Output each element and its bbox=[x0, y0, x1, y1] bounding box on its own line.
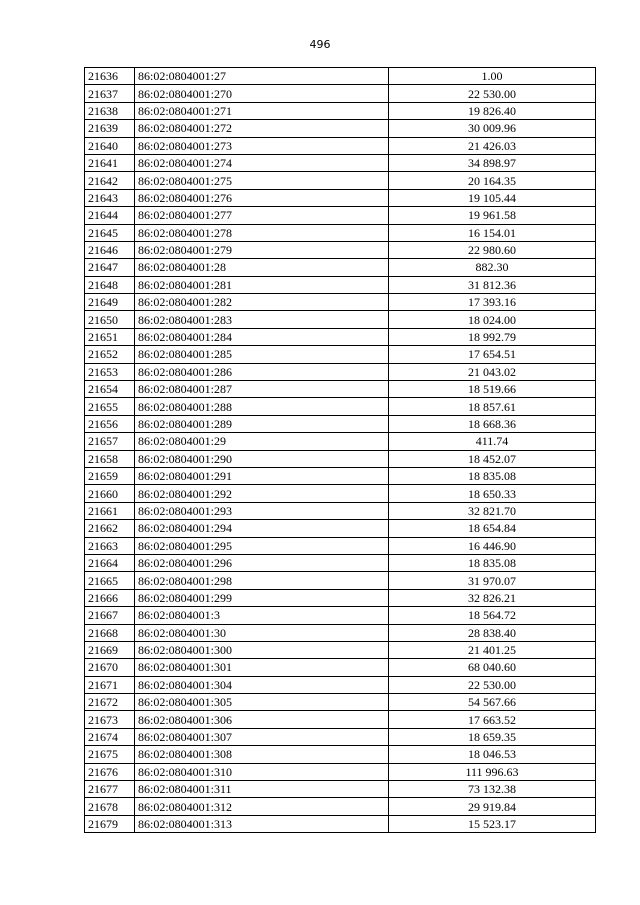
table-row bbox=[85, 485, 596, 502]
cadastral-number: 86:02:0804001:300 bbox=[135, 641, 389, 658]
table-row bbox=[85, 294, 596, 311]
table-row bbox=[85, 554, 596, 571]
row-number: 21665 bbox=[85, 572, 135, 589]
cadastral-number: 86:02:0804001:274 bbox=[135, 154, 389, 171]
row-number: 21642 bbox=[85, 172, 135, 189]
cadastral-number: 86:02:0804001:299 bbox=[135, 589, 389, 606]
cadastral-value: 21 043.02 bbox=[389, 363, 596, 380]
cadastral-value: 19 105.44 bbox=[389, 189, 596, 206]
cadastral-value: 1.00 bbox=[389, 68, 596, 85]
row-number: 21667 bbox=[85, 607, 135, 624]
cadastral-number: 86:02:0804001:27 bbox=[135, 68, 389, 85]
cadastral-number: 86:02:0804001:304 bbox=[135, 676, 389, 693]
row-number: 21664 bbox=[85, 554, 135, 571]
cadastral-value: 18 835.08 bbox=[389, 467, 596, 484]
row-number: 21645 bbox=[85, 224, 135, 241]
cadastral-number: 86:02:0804001:307 bbox=[135, 728, 389, 745]
cadastral-value: 32 826.21 bbox=[389, 589, 596, 606]
row-number: 21677 bbox=[85, 781, 135, 798]
cadastral-value: 30 009.96 bbox=[389, 120, 596, 137]
table-row bbox=[85, 207, 596, 224]
cadastral-value: 29 919.84 bbox=[389, 798, 596, 815]
row-number: 21640 bbox=[85, 137, 135, 154]
cadastral-number: 86:02:0804001:296 bbox=[135, 554, 389, 571]
row-number: 21637 bbox=[85, 85, 135, 102]
row-number: 21668 bbox=[85, 624, 135, 641]
table-row bbox=[85, 172, 596, 189]
cadastral-number: 86:02:0804001:3 bbox=[135, 607, 389, 624]
row-number: 21672 bbox=[85, 694, 135, 711]
table-row bbox=[85, 728, 596, 745]
cadastral-value: 19 826.40 bbox=[389, 102, 596, 119]
cadastral-value: 22 530.00 bbox=[389, 85, 596, 102]
cadastral-number: 86:02:0804001:279 bbox=[135, 241, 389, 258]
row-number: 21650 bbox=[85, 311, 135, 328]
cadastral-value: 18 659.35 bbox=[389, 728, 596, 745]
cadastral-number: 86:02:0804001:282 bbox=[135, 294, 389, 311]
table-row bbox=[85, 120, 596, 137]
cadastral-number: 86:02:0804001:288 bbox=[135, 398, 389, 415]
row-number: 21639 bbox=[85, 120, 135, 137]
cadastral-value: 18 835.08 bbox=[389, 554, 596, 571]
table-row bbox=[85, 189, 596, 206]
cadastral-number: 86:02:0804001:281 bbox=[135, 276, 389, 293]
table-row bbox=[85, 433, 596, 450]
table-row bbox=[85, 363, 596, 380]
table-row bbox=[85, 763, 596, 780]
cadastral-value: 20 164.35 bbox=[389, 172, 596, 189]
cadastral-number: 86:02:0804001:311 bbox=[135, 781, 389, 798]
cadastral-value: 18 046.53 bbox=[389, 746, 596, 763]
table-row bbox=[85, 415, 596, 432]
cadastral-value: 16 446.90 bbox=[389, 537, 596, 554]
cadastral-value: 18 654.84 bbox=[389, 520, 596, 537]
cadastral-number: 86:02:0804001:278 bbox=[135, 224, 389, 241]
row-number: 21658 bbox=[85, 450, 135, 467]
cadastral-number: 86:02:0804001:308 bbox=[135, 746, 389, 763]
table-row bbox=[85, 676, 596, 693]
table-row bbox=[85, 85, 596, 102]
row-number: 21641 bbox=[85, 154, 135, 171]
table-row bbox=[85, 624, 596, 641]
cadastral-number: 86:02:0804001:285 bbox=[135, 346, 389, 363]
row-number: 21678 bbox=[85, 798, 135, 815]
cadastral-number: 86:02:0804001:306 bbox=[135, 711, 389, 728]
cadastral-value: 28 838.40 bbox=[389, 624, 596, 641]
cadastral-number: 86:02:0804001:287 bbox=[135, 381, 389, 398]
cadastral-value: 18 992.79 bbox=[389, 328, 596, 345]
cadastral-number: 86:02:0804001:290 bbox=[135, 450, 389, 467]
cadastral-value: 22 980.60 bbox=[389, 241, 596, 258]
row-number: 21644 bbox=[85, 207, 135, 224]
row-number: 21659 bbox=[85, 467, 135, 484]
row-number: 21679 bbox=[85, 815, 135, 832]
table-row bbox=[85, 241, 596, 258]
cadastral-number: 86:02:0804001:272 bbox=[135, 120, 389, 137]
cadastral-number: 86:02:0804001:298 bbox=[135, 572, 389, 589]
row-number: 21649 bbox=[85, 294, 135, 311]
table-row bbox=[85, 589, 596, 606]
cadastral-value: 111 996.63 bbox=[389, 763, 596, 780]
cadastral-value: 17 663.52 bbox=[389, 711, 596, 728]
row-number: 21666 bbox=[85, 589, 135, 606]
cadastral-number: 86:02:0804001:294 bbox=[135, 520, 389, 537]
row-number: 21660 bbox=[85, 485, 135, 502]
table-row bbox=[85, 398, 596, 415]
row-number: 21652 bbox=[85, 346, 135, 363]
cadastral-number: 86:02:0804001:312 bbox=[135, 798, 389, 815]
table-row bbox=[85, 467, 596, 484]
cadastral-value: 17 393.16 bbox=[389, 294, 596, 311]
cadastral-value: 18 650.33 bbox=[389, 485, 596, 502]
cadastral-value: 18 857.61 bbox=[389, 398, 596, 415]
cadastral-value: 16 154.01 bbox=[389, 224, 596, 241]
table-row bbox=[85, 607, 596, 624]
cadastral-value: 21 426.03 bbox=[389, 137, 596, 154]
cadastral-value: 68 040.60 bbox=[389, 659, 596, 676]
table-row bbox=[85, 694, 596, 711]
cadastral-value: 32 821.70 bbox=[389, 502, 596, 519]
table-row bbox=[85, 328, 596, 345]
row-number: 21643 bbox=[85, 189, 135, 206]
table-row bbox=[85, 815, 596, 832]
cadastral-value: 31 812.36 bbox=[389, 276, 596, 293]
cadastral-number: 86:02:0804001:30 bbox=[135, 624, 389, 641]
page-number: 496 bbox=[309, 38, 331, 51]
cadastral-number: 86:02:0804001:301 bbox=[135, 659, 389, 676]
cadastral-number: 86:02:0804001:310 bbox=[135, 763, 389, 780]
cadastral-number: 86:02:0804001:277 bbox=[135, 207, 389, 224]
table-row bbox=[85, 259, 596, 276]
row-number: 21655 bbox=[85, 398, 135, 415]
cadastral-value: 18 668.36 bbox=[389, 415, 596, 432]
row-number: 21662 bbox=[85, 520, 135, 537]
table-row bbox=[85, 450, 596, 467]
row-number: 21653 bbox=[85, 363, 135, 380]
cadastral-value: 18 452.07 bbox=[389, 450, 596, 467]
table-row bbox=[85, 746, 596, 763]
cadastral-value-table bbox=[84, 67, 596, 833]
table-row bbox=[85, 520, 596, 537]
row-number: 21648 bbox=[85, 276, 135, 293]
row-number: 21638 bbox=[85, 102, 135, 119]
cadastral-value: 22 530.00 bbox=[389, 676, 596, 693]
row-number: 21663 bbox=[85, 537, 135, 554]
cadastral-value: 411.74 bbox=[389, 433, 596, 450]
cadastral-number: 86:02:0804001:28 bbox=[135, 259, 389, 276]
cadastral-value: 18 519.66 bbox=[389, 381, 596, 398]
row-number: 21647 bbox=[85, 259, 135, 276]
cadastral-number: 86:02:0804001:292 bbox=[135, 485, 389, 502]
cadastral-value: 19 961.58 bbox=[389, 207, 596, 224]
cadastral-value: 73 132.38 bbox=[389, 781, 596, 798]
table-row bbox=[85, 572, 596, 589]
row-number: 21661 bbox=[85, 502, 135, 519]
row-number: 21646 bbox=[85, 241, 135, 258]
table-row bbox=[85, 798, 596, 815]
table-row bbox=[85, 311, 596, 328]
table-row bbox=[85, 102, 596, 119]
table-row bbox=[85, 154, 596, 171]
table-row bbox=[85, 537, 596, 554]
cadastral-number: 86:02:0804001:270 bbox=[135, 85, 389, 102]
row-number: 21651 bbox=[85, 328, 135, 345]
table-row bbox=[85, 137, 596, 154]
row-number: 21674 bbox=[85, 728, 135, 745]
cadastral-number: 86:02:0804001:275 bbox=[135, 172, 389, 189]
cadastral-number: 86:02:0804001:273 bbox=[135, 137, 389, 154]
table-row bbox=[85, 781, 596, 798]
table-row bbox=[85, 224, 596, 241]
row-number: 21670 bbox=[85, 659, 135, 676]
table-row bbox=[85, 502, 596, 519]
row-number: 21654 bbox=[85, 381, 135, 398]
cadastral-number: 86:02:0804001:293 bbox=[135, 502, 389, 519]
row-number: 21676 bbox=[85, 763, 135, 780]
row-number: 21669 bbox=[85, 641, 135, 658]
table-row bbox=[85, 659, 596, 676]
cadastral-value: 18 024.00 bbox=[389, 311, 596, 328]
cadastral-number: 86:02:0804001:284 bbox=[135, 328, 389, 345]
table-row bbox=[85, 346, 596, 363]
cadastral-value: 15 523.17 bbox=[389, 815, 596, 832]
cadastral-value: 21 401.25 bbox=[389, 641, 596, 658]
cadastral-value: 31 970.07 bbox=[389, 572, 596, 589]
table-body bbox=[85, 68, 596, 833]
cadastral-value: 17 654.51 bbox=[389, 346, 596, 363]
cadastral-number: 86:02:0804001:295 bbox=[135, 537, 389, 554]
cadastral-number: 86:02:0804001:289 bbox=[135, 415, 389, 432]
cadastral-number: 86:02:0804001:276 bbox=[135, 189, 389, 206]
row-number: 21656 bbox=[85, 415, 135, 432]
table-row bbox=[85, 68, 596, 85]
cadastral-number: 86:02:0804001:291 bbox=[135, 467, 389, 484]
cadastral-value: 34 898.97 bbox=[389, 154, 596, 171]
cadastral-number: 86:02:0804001:286 bbox=[135, 363, 389, 380]
row-number: 21673 bbox=[85, 711, 135, 728]
row-number: 21657 bbox=[85, 433, 135, 450]
cadastral-number: 86:02:0804001:313 bbox=[135, 815, 389, 832]
table-row bbox=[85, 381, 596, 398]
cadastral-number: 86:02:0804001:29 bbox=[135, 433, 389, 450]
cadastral-value: 18 564.72 bbox=[389, 607, 596, 624]
table-row bbox=[85, 641, 596, 658]
cadastral-number: 86:02:0804001:283 bbox=[135, 311, 389, 328]
cadastral-value: 882.30 bbox=[389, 259, 596, 276]
cadastral-number: 86:02:0804001:305 bbox=[135, 694, 389, 711]
row-number: 21636 bbox=[85, 68, 135, 85]
row-number: 21671 bbox=[85, 676, 135, 693]
cadastral-value: 54 567.66 bbox=[389, 694, 596, 711]
table-row bbox=[85, 711, 596, 728]
cadastral-number: 86:02:0804001:271 bbox=[135, 102, 389, 119]
row-number: 21675 bbox=[85, 746, 135, 763]
table-row bbox=[85, 276, 596, 293]
